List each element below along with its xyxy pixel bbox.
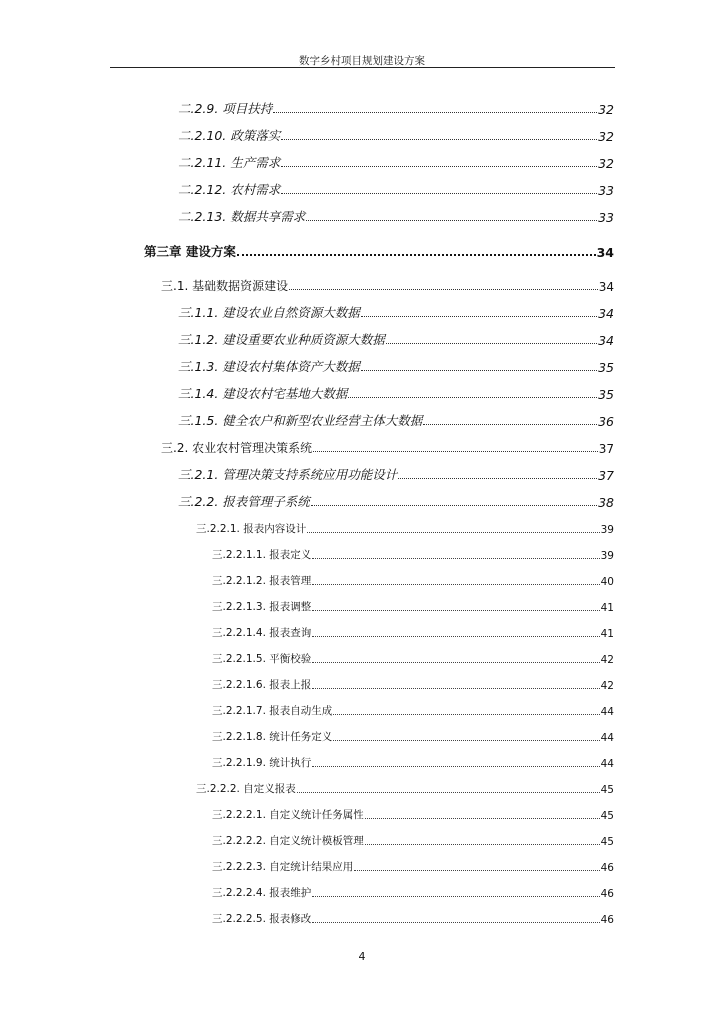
toc-entry[interactable] xyxy=(212,646,614,666)
toc-entry-label: 三.2.2.1.5. 平衡校验 xyxy=(212,653,312,665)
toc-entry-page: 41 xyxy=(600,628,614,640)
toc-entry-label: 三.2.2.1.6. 报表上报 xyxy=(212,679,312,691)
toc-entry-page: 42 xyxy=(600,680,614,692)
toc-entry-page: 34 xyxy=(596,245,614,260)
toc-leader-dots xyxy=(313,451,598,452)
toc-entry[interactable] xyxy=(178,301,614,321)
toc-leader-dots xyxy=(398,478,597,479)
toc-entry-page: 45 xyxy=(600,810,614,822)
toc-leader-dots xyxy=(386,343,597,344)
toc-entry[interactable] xyxy=(212,724,614,744)
toc-entry-label: 三.2.2.2.3. 自定统计结果应用 xyxy=(212,861,354,873)
toc-entry-page: 37 xyxy=(598,468,614,483)
toc-entry[interactable] xyxy=(178,355,614,375)
toc-entry[interactable] xyxy=(212,750,614,770)
toc-leader-dots xyxy=(365,818,600,819)
toc-entry-page: 45 xyxy=(600,836,614,848)
toc-leader-dots xyxy=(311,505,597,506)
toc-entry-label: 二.2.11. 生产需求 xyxy=(178,155,281,170)
toc-leader-dots xyxy=(423,424,597,425)
toc-entry-label: 二.2.10. 政策落实 xyxy=(178,128,281,143)
toc-entry-label: 二.2.13. 数据共享需求 xyxy=(178,209,306,224)
toc-entry-label: 三.2.1. 管理决策支持系统应用功能设计 xyxy=(178,467,398,482)
toc-entry-label: 三.2.2.1.8. 统计任务定义 xyxy=(212,731,333,743)
toc-entry-label: 三.2.2.2.4. 报表维护 xyxy=(212,887,312,899)
toc-leader-dots xyxy=(365,844,600,845)
toc-entry-label: 三.1.1. 建设农业自然资源大数据 xyxy=(178,305,360,320)
toc-entry-label: 三.1.3. 建设农村集体资产大数据 xyxy=(178,359,360,374)
toc-leader-dots xyxy=(312,584,599,585)
toc-entry-label: 第三章 建设方案 xyxy=(144,244,236,259)
toc-entry-page: 41 xyxy=(600,602,614,614)
toc-leader-dots xyxy=(312,922,599,923)
toc-entry-label: 三.2. 农业农村管理决策系统 xyxy=(161,441,313,455)
toc-entry[interactable] xyxy=(178,178,614,198)
toc-leader-dots xyxy=(307,532,599,533)
toc-entry[interactable] xyxy=(212,568,614,588)
toc-entry[interactable] xyxy=(178,409,614,429)
toc-entry-page: 46 xyxy=(600,914,614,926)
toc-entry[interactable] xyxy=(178,205,614,225)
toc-leader-dots xyxy=(333,740,599,741)
toc-leader-dots xyxy=(312,688,599,689)
toc-entry-page: 34 xyxy=(598,333,614,348)
toc-entry-page: 35 xyxy=(598,360,614,375)
toc-entry-page: 46 xyxy=(600,888,614,900)
toc-entry-page: 35 xyxy=(598,387,614,402)
toc-entry-page: 42 xyxy=(600,654,614,666)
toc-entry[interactable] xyxy=(178,328,614,348)
toc-leader-dots xyxy=(281,166,597,167)
toc-entry[interactable] xyxy=(178,463,614,483)
toc-entry[interactable] xyxy=(212,854,614,874)
toc-entry-label: 三.2.2.1. 报表内容设计 xyxy=(196,523,307,535)
toc-entry[interactable] xyxy=(196,516,614,536)
toc-entry[interactable] xyxy=(212,594,614,614)
toc-entry-page: 39 xyxy=(600,550,614,562)
toc-entry[interactable] xyxy=(212,698,614,718)
toc-entry[interactable] xyxy=(161,436,614,456)
toc-entry[interactable] xyxy=(161,274,614,294)
toc-entry[interactable] xyxy=(212,906,614,926)
toc-entry-label: 三.1.4. 建设农村宅基地大数据 xyxy=(178,386,348,401)
toc-entry-page: 32 xyxy=(598,102,614,117)
toc-entry[interactable] xyxy=(212,542,614,562)
toc-entry[interactable] xyxy=(212,672,614,692)
toc-entry-label: 三.2.2.1.9. 统计执行 xyxy=(212,757,312,769)
toc-entry-label: 三.2.2. 报表管理子系统 xyxy=(178,494,310,509)
toc-entry-label: 二.2.9. 项目扶持 xyxy=(178,101,273,116)
toc-leader-dots xyxy=(333,714,599,715)
page-number: 4 xyxy=(358,950,366,963)
page-header-title: 数字乡村项目规划建设方案 xyxy=(299,55,425,67)
toc-entry[interactable] xyxy=(178,151,614,171)
toc-entry-label: 三.2.2.1.7. 报表自动生成 xyxy=(212,705,333,717)
toc-leader-dots xyxy=(312,558,599,559)
toc-entry-page: 44 xyxy=(600,706,614,718)
toc-entry-page: 34 xyxy=(598,306,614,321)
toc-leader-dots xyxy=(312,766,599,767)
toc-entry-page: 44 xyxy=(600,732,614,744)
toc-entry-label: 三.2.2.2.2. 自定义统计模板管理 xyxy=(212,835,364,847)
toc-leader-dots xyxy=(237,254,596,256)
toc-entry-label: 三.1. 基础数据资源建设 xyxy=(161,279,289,293)
toc-leader-dots xyxy=(281,139,597,140)
toc-entry-label: 三.2.2.2.5. 报表修改 xyxy=(212,913,312,925)
toc-leader-dots xyxy=(289,289,598,290)
toc-entry-page: 36 xyxy=(598,414,614,429)
toc-entry-label: 二.2.12. 农村需求 xyxy=(178,182,281,197)
toc-entry-label: 三.1.5. 健全农户和新型农业经营主体大数据 xyxy=(178,413,423,428)
toc-entry-page: 45 xyxy=(600,784,614,796)
toc-entry-page: 33 xyxy=(598,210,614,225)
toc-leader-dots xyxy=(312,610,599,611)
toc-entry-page: 46 xyxy=(600,862,614,874)
toc-entry[interactable] xyxy=(178,382,614,402)
toc-entry[interactable] xyxy=(212,828,614,848)
toc-entry-label: 三.2.2.1.4. 报表查询 xyxy=(212,627,312,639)
toc-leader-dots xyxy=(281,193,597,194)
toc-entry-label: 三.2.2.1.3. 报表调整 xyxy=(212,601,312,613)
toc-entry-page: 38 xyxy=(598,495,614,510)
toc-leader-dots xyxy=(273,112,597,113)
toc-leader-dots xyxy=(312,636,599,637)
toc-entry[interactable] xyxy=(178,97,614,117)
toc-entry-page: 32 xyxy=(598,156,614,171)
toc-entry-label: 三.2.2.1.1. 报表定义 xyxy=(212,549,312,561)
toc-entry-page: 33 xyxy=(598,183,614,198)
toc-entry-page: 37 xyxy=(598,442,614,456)
toc-entry-page: 39 xyxy=(600,524,614,536)
toc-entry[interactable] xyxy=(212,620,614,640)
toc-entry[interactable] xyxy=(212,802,614,822)
toc-entry-page: 40 xyxy=(600,576,614,588)
toc-leader-dots xyxy=(348,397,597,398)
toc-entry-page: 32 xyxy=(598,129,614,144)
toc-leader-dots xyxy=(354,870,599,871)
toc-entry[interactable] xyxy=(178,490,614,510)
toc-leader-dots xyxy=(312,896,599,897)
toc-leader-dots xyxy=(306,220,597,221)
toc-entry-page: 34 xyxy=(598,280,614,294)
toc-entry-label: 三.1.2. 建设重要农业种质资源大数据 xyxy=(178,332,385,347)
toc-entry[interactable] xyxy=(196,776,614,796)
toc-entry-label: 三.2.2.2.1. 自定义统计任务属性 xyxy=(212,809,364,821)
toc-entry[interactable] xyxy=(178,124,614,144)
toc-entry[interactable] xyxy=(212,880,614,900)
toc-leader-dots xyxy=(297,792,600,793)
toc-entry[interactable] xyxy=(144,240,614,260)
toc-entry-label: 三.2.2.2. 自定义报表 xyxy=(196,783,296,795)
toc-leader-dots xyxy=(361,316,597,317)
toc-leader-dots xyxy=(361,370,597,371)
toc-leader-dots xyxy=(312,662,599,663)
toc-entry-page: 44 xyxy=(600,758,614,770)
toc-entry-label: 三.2.2.1.2. 报表管理 xyxy=(212,575,312,587)
